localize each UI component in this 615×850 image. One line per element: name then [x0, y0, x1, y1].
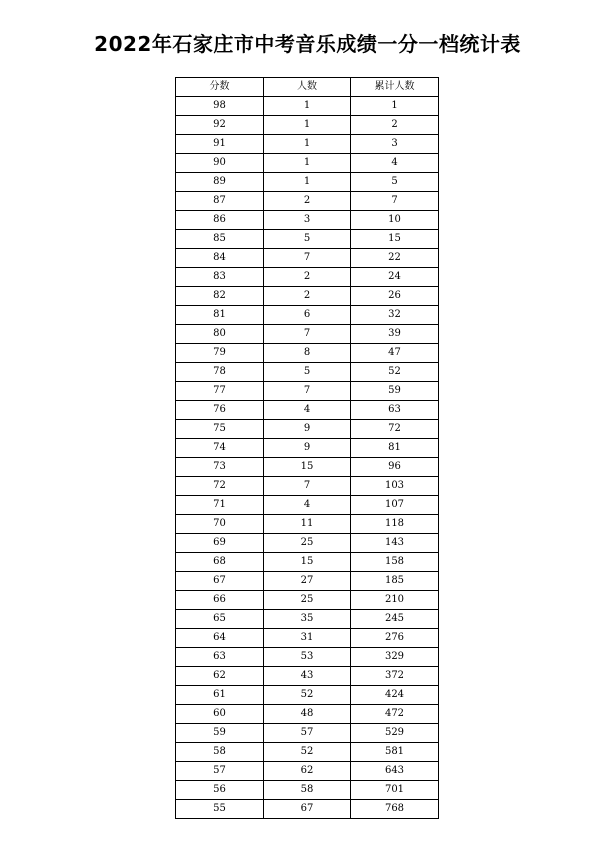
cell-score: 67 [176, 572, 264, 591]
cell-count: 53 [264, 648, 351, 667]
cell-cumulative: 107 [351, 496, 439, 515]
table-row [176, 249, 439, 268]
table-row [176, 211, 439, 230]
cell-cumulative: 47 [351, 344, 439, 363]
cell-cumulative: 643 [351, 762, 439, 781]
cell-cumulative: 2 [351, 116, 439, 135]
cell-cumulative: 210 [351, 591, 439, 610]
table-row [176, 306, 439, 325]
cell-score: 71 [176, 496, 264, 515]
table-row [176, 325, 439, 344]
score-distribution-table [175, 77, 439, 819]
cell-score: 78 [176, 363, 264, 382]
cell-cumulative: 26 [351, 287, 439, 306]
cell-count: 52 [264, 743, 351, 762]
cell-score: 85 [176, 230, 264, 249]
cell-score: 57 [176, 762, 264, 781]
table-row [176, 553, 439, 572]
table-row [176, 724, 439, 743]
cell-score: 62 [176, 667, 264, 686]
cell-score: 75 [176, 420, 264, 439]
cell-cumulative: 185 [351, 572, 439, 591]
cell-score: 55 [176, 800, 264, 819]
cell-count: 58 [264, 781, 351, 800]
cell-count: 15 [264, 553, 351, 572]
table-row [176, 401, 439, 420]
cell-count: 62 [264, 762, 351, 781]
table-row [176, 97, 439, 116]
cell-count: 48 [264, 705, 351, 724]
table-row [176, 439, 439, 458]
table-row [176, 762, 439, 781]
cell-count: 5 [264, 363, 351, 382]
cell-score: 69 [176, 534, 264, 553]
cell-score: 90 [176, 154, 264, 173]
cell-score: 77 [176, 382, 264, 401]
cell-cumulative: 472 [351, 705, 439, 724]
cell-cumulative: 529 [351, 724, 439, 743]
cell-score: 84 [176, 249, 264, 268]
table-row [176, 363, 439, 382]
cell-count: 1 [264, 135, 351, 154]
cell-score: 92 [176, 116, 264, 135]
cell-score: 59 [176, 724, 264, 743]
cell-score: 73 [176, 458, 264, 477]
cell-count: 2 [264, 268, 351, 287]
cell-cumulative: 5 [351, 173, 439, 192]
cell-count: 57 [264, 724, 351, 743]
cell-count: 43 [264, 667, 351, 686]
table-row [176, 534, 439, 553]
table-row [176, 420, 439, 439]
cell-score: 72 [176, 477, 264, 496]
cell-count: 6 [264, 306, 351, 325]
cell-score: 86 [176, 211, 264, 230]
cell-cumulative: 143 [351, 534, 439, 553]
cell-count: 2 [264, 192, 351, 211]
table-row [176, 287, 439, 306]
table-row [176, 116, 439, 135]
cell-cumulative: 63 [351, 401, 439, 420]
cell-cumulative: 4 [351, 154, 439, 173]
cell-count: 52 [264, 686, 351, 705]
table-row [176, 230, 439, 249]
cell-count: 7 [264, 477, 351, 496]
table-row [176, 591, 439, 610]
cell-score: 74 [176, 439, 264, 458]
cell-cumulative: 96 [351, 458, 439, 477]
cell-cumulative: 768 [351, 800, 439, 819]
cell-count: 7 [264, 249, 351, 268]
cell-score: 68 [176, 553, 264, 572]
cell-score: 66 [176, 591, 264, 610]
table-row [176, 610, 439, 629]
cell-score: 87 [176, 192, 264, 211]
header-score: 分数 [176, 78, 264, 97]
table-row [176, 382, 439, 401]
cell-score: 63 [176, 648, 264, 667]
cell-cumulative: 118 [351, 515, 439, 534]
header-cumulative: 累计人数 [351, 78, 439, 97]
table-row [176, 458, 439, 477]
table-row [176, 268, 439, 287]
cell-cumulative: 10 [351, 211, 439, 230]
table-row [176, 781, 439, 800]
cell-score: 83 [176, 268, 264, 287]
table-row [176, 648, 439, 667]
table-header [176, 78, 439, 97]
cell-score: 80 [176, 325, 264, 344]
cell-count: 31 [264, 629, 351, 648]
table-row [176, 572, 439, 591]
table-row [176, 496, 439, 515]
cell-count: 11 [264, 515, 351, 534]
cell-count: 1 [264, 173, 351, 192]
header-count: 人数 [264, 78, 351, 97]
cell-cumulative: 276 [351, 629, 439, 648]
cell-score: 64 [176, 629, 264, 648]
table-row [176, 667, 439, 686]
cell-count: 7 [264, 325, 351, 344]
cell-cumulative: 103 [351, 477, 439, 496]
cell-score: 79 [176, 344, 264, 363]
cell-count: 7 [264, 382, 351, 401]
header-row [176, 78, 439, 97]
cell-count: 1 [264, 97, 351, 116]
cell-count: 5 [264, 230, 351, 249]
cell-cumulative: 52 [351, 363, 439, 382]
cell-cumulative: 24 [351, 268, 439, 287]
cell-count: 35 [264, 610, 351, 629]
cell-count: 8 [264, 344, 351, 363]
table-row [176, 173, 439, 192]
cell-score: 98 [176, 97, 264, 116]
cell-cumulative: 81 [351, 439, 439, 458]
cell-cumulative: 372 [351, 667, 439, 686]
cell-score: 65 [176, 610, 264, 629]
cell-count: 4 [264, 401, 351, 420]
table-row [176, 135, 439, 154]
table-row [176, 477, 439, 496]
table-row [176, 743, 439, 762]
cell-count: 9 [264, 439, 351, 458]
cell-cumulative: 424 [351, 686, 439, 705]
cell-cumulative: 15 [351, 230, 439, 249]
cell-count: 25 [264, 534, 351, 553]
cell-score: 82 [176, 287, 264, 306]
cell-count: 25 [264, 591, 351, 610]
table-row [176, 154, 439, 173]
cell-count: 27 [264, 572, 351, 591]
cell-score: 58 [176, 743, 264, 762]
cell-count: 9 [264, 420, 351, 439]
cell-cumulative: 59 [351, 382, 439, 401]
cell-score: 81 [176, 306, 264, 325]
cell-cumulative: 329 [351, 648, 439, 667]
table-row [176, 344, 439, 363]
cell-cumulative: 701 [351, 781, 439, 800]
cell-cumulative: 22 [351, 249, 439, 268]
table-row [176, 705, 439, 724]
cell-score: 56 [176, 781, 264, 800]
cell-count: 1 [264, 154, 351, 173]
cell-count: 4 [264, 496, 351, 515]
cell-score: 76 [176, 401, 264, 420]
cell-count: 1 [264, 116, 351, 135]
cell-cumulative: 3 [351, 135, 439, 154]
table-row [176, 515, 439, 534]
cell-count: 15 [264, 458, 351, 477]
cell-cumulative: 32 [351, 306, 439, 325]
cell-score: 60 [176, 705, 264, 724]
cell-count: 2 [264, 287, 351, 306]
cell-cumulative: 72 [351, 420, 439, 439]
cell-cumulative: 39 [351, 325, 439, 344]
table-body [176, 97, 439, 819]
page-title: 2022年石家庄市中考音乐成绩一分一档统计表 [94, 32, 521, 56]
table-row [176, 192, 439, 211]
cell-cumulative: 245 [351, 610, 439, 629]
table-row [176, 629, 439, 648]
cell-cumulative: 158 [351, 553, 439, 572]
cell-score: 70 [176, 515, 264, 534]
cell-score: 89 [176, 173, 264, 192]
cell-score: 61 [176, 686, 264, 705]
table-row [176, 800, 439, 819]
cell-count: 3 [264, 211, 351, 230]
table-row [176, 686, 439, 705]
cell-cumulative: 7 [351, 192, 439, 211]
cell-cumulative: 1 [351, 97, 439, 116]
cell-cumulative: 581 [351, 743, 439, 762]
cell-count: 67 [264, 800, 351, 819]
cell-score: 91 [176, 135, 264, 154]
